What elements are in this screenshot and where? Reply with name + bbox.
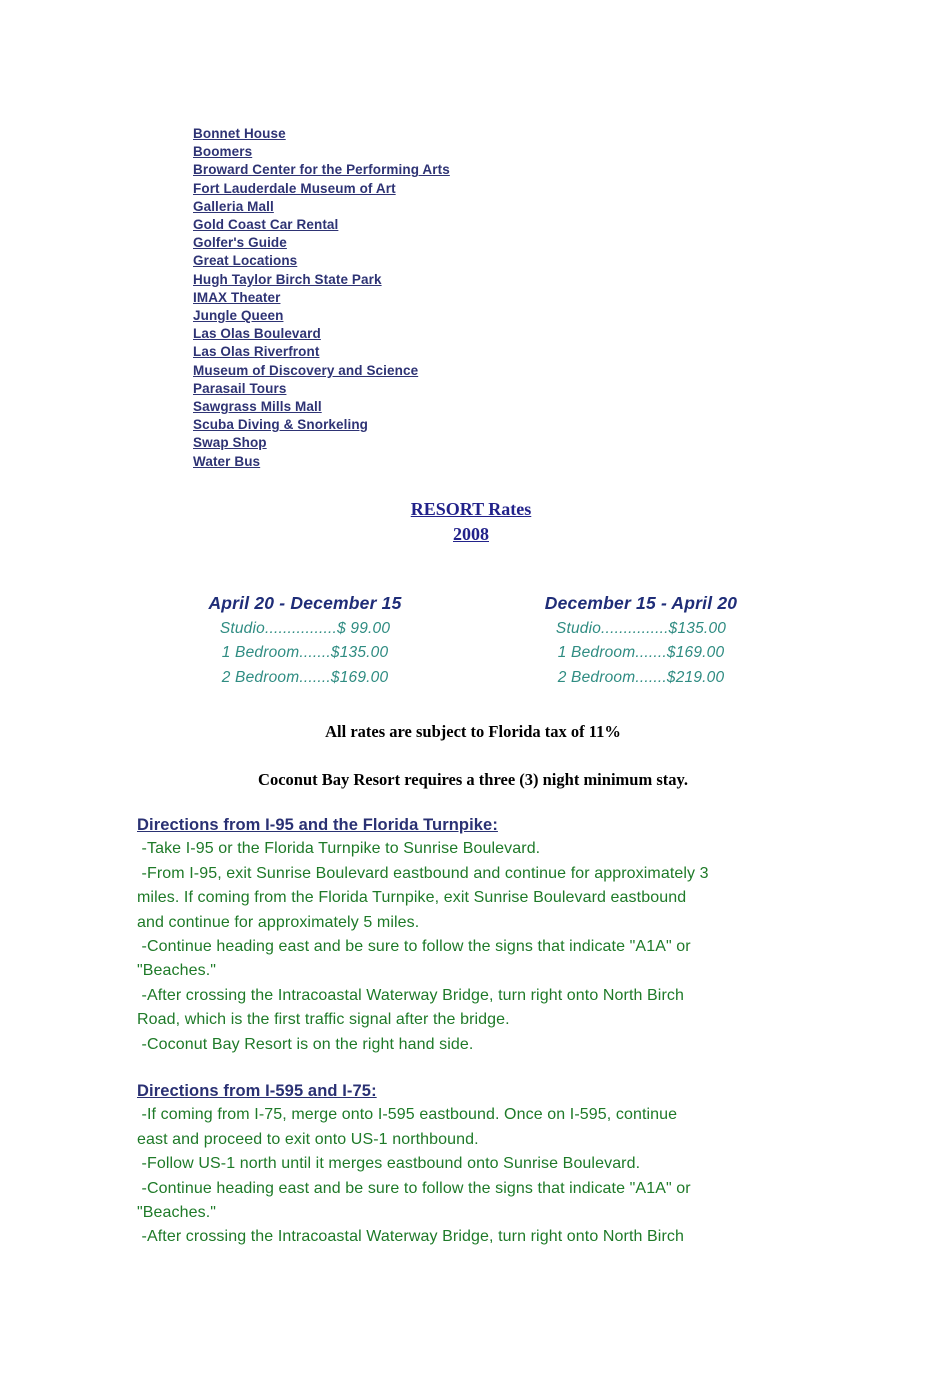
directions-body-i595 <box>137 1103 821 1249</box>
attraction-link[interactable]: Las Olas Boulevard <box>193 326 321 342</box>
attraction-link[interactable]: Sawgrass Mills Mall <box>193 399 322 415</box>
attraction-link[interactable]: Water Bus <box>193 453 261 469</box>
directions-section-i595 <box>137 1079 821 1250</box>
title-line-resort-rates: RESORT Rates <box>410 499 532 519</box>
directions-line: -From I-95, exit Sunrise Boulevard eastbound and continue for approximately 3 <box>137 864 709 882</box>
attraction-link[interactable]: Broward Center for the Performing Arts <box>193 162 450 178</box>
attraction-link[interactable]: Jungle Queen <box>193 308 284 324</box>
directions-line: miles. If coming from the Florida Turnpike, exit Sunrise Boulevard eastbound <box>137 889 687 907</box>
rate-line: 2 Bedroom.......$169.00 <box>221 668 389 686</box>
directions-line: -Follow US-1 north until it merges eastbound onto Sunrise Boulevard. <box>137 1155 641 1173</box>
rates-table <box>137 591 809 690</box>
directions-body-i95 <box>137 837 821 1057</box>
directions-line: and continue for approximately 5 miles. <box>137 913 420 931</box>
resort-rates-title <box>0 497 942 546</box>
directions-line: -After crossing the Intracoastal Waterway Bridge, turn right onto North Birch <box>137 986 684 1004</box>
attraction-link[interactable]: Gold Coast Car Rental <box>193 217 339 233</box>
directions-line: -If coming from I-75, merge onto I-595 eastbound. Once on I-595, continue <box>137 1106 678 1124</box>
rate-line: Studio................$ 99.00 <box>219 620 391 637</box>
directions-line: -Coconut Bay Resort is on the right hand side. <box>137 1035 474 1053</box>
attraction-link[interactable]: Hugh Taylor Birch State Park <box>193 271 382 287</box>
minimum-stay-note: Coconut Bay Resort requires a three (3) night minimum stay. <box>258 770 688 789</box>
directions-line: Road, which is the first traffic signal after the bridge. <box>137 1011 510 1029</box>
attraction-link[interactable]: Swap Shop <box>193 435 267 451</box>
directions-line: east and proceed to exit onto US-1 northbound. <box>137 1130 479 1148</box>
attraction-link[interactable]: Scuba Diving & Snorkeling <box>193 417 369 433</box>
rate-column-summer <box>137 591 473 690</box>
rate-line: 2 Bedroom.......$219.00 <box>557 668 725 686</box>
rate-column-winter <box>473 591 809 690</box>
directions-heading-i595: Directions from I-595 and I-75: <box>137 1082 377 1100</box>
attraction-link[interactable]: Museum of Discovery and Science <box>193 362 419 378</box>
directions-line: -Continue heading east and be sure to follow the signs that indicate "A1A" or <box>137 938 691 956</box>
attraction-link[interactable]: Boomers <box>193 144 253 160</box>
attraction-link[interactable]: Fort Lauderdale Museum of Art <box>193 180 396 196</box>
rate-line: 1 Bedroom.......$169.00 <box>557 644 725 662</box>
directions-line: "Beaches." <box>137 962 217 980</box>
attraction-link[interactable]: Great Locations <box>193 253 298 269</box>
attraction-link[interactable]: Bonnet House <box>193 126 286 141</box>
directions-line: -Continue heading east and be sure to follow the signs that indicate "A1A" or <box>137 1179 691 1197</box>
title-line-year: 2008 <box>453 523 489 544</box>
attractions-link-list <box>193 125 450 471</box>
rate-lines-summer <box>137 617 473 690</box>
attraction-link[interactable]: Golfer's Guide <box>193 235 287 251</box>
directions-heading-i95: Directions from I-95 and the Florida Turnpike: <box>137 816 498 834</box>
directions-line: "Beaches." <box>137 1204 217 1222</box>
attraction-link[interactable]: Parasail Tours <box>193 380 287 396</box>
attraction-link[interactable]: Las Olas Riverfront <box>193 344 320 360</box>
rate-line: Studio...............$135.00 <box>555 620 727 637</box>
tax-note: All rates are subject to Florida tax of 11% <box>325 722 621 741</box>
directions-section-i95 <box>137 813 821 1057</box>
rate-season-header-summer: April 20 - December 15 <box>208 593 402 613</box>
directions-line: -Take I-95 or the Florida Turnpike to Sunrise Boulevard. <box>137 840 541 858</box>
rate-lines-winter <box>473 617 809 690</box>
rate-season-header-winter: December 15 - April 20 <box>544 593 738 613</box>
directions-line: -After crossing the Intracoastal Waterway Bridge, turn right onto North Birch <box>137 1228 684 1246</box>
rate-line: 1 Bedroom.......$135.00 <box>221 644 389 662</box>
attraction-link[interactable]: IMAX Theater <box>193 289 281 305</box>
attraction-link[interactable]: Galleria Mall <box>193 198 274 214</box>
